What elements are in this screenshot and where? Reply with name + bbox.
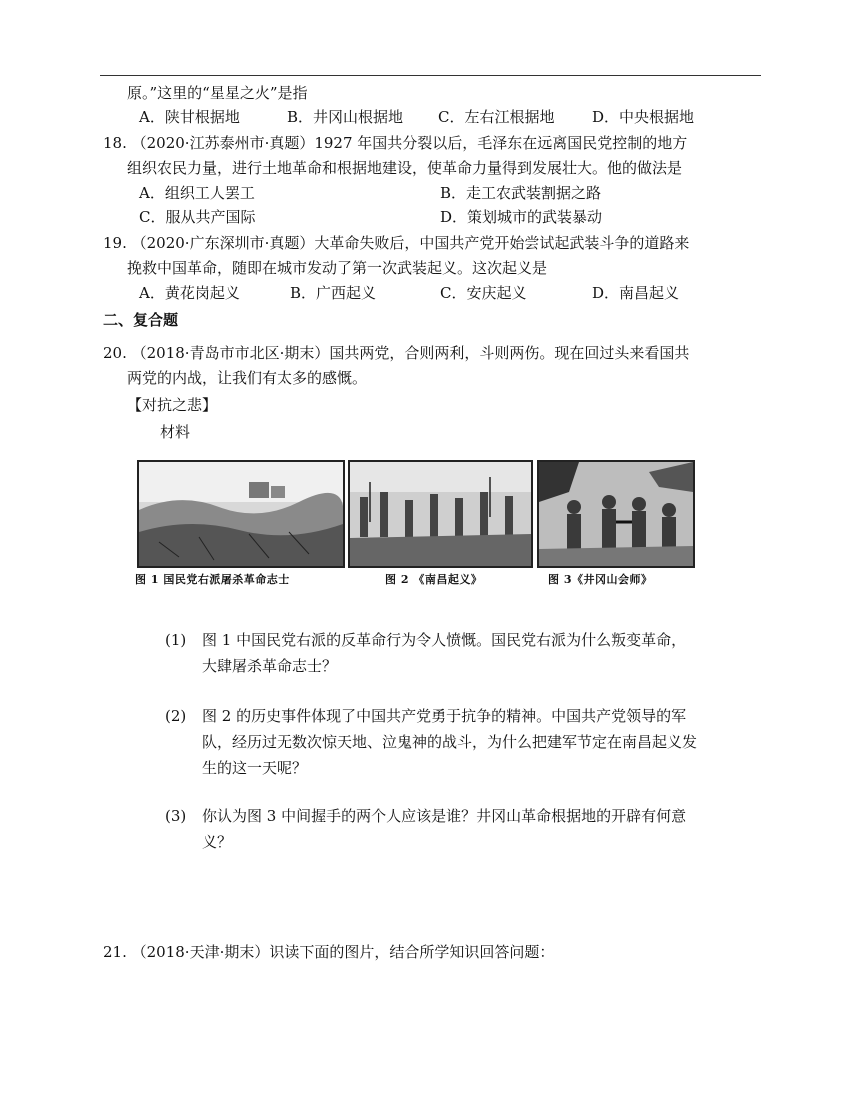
figure-2-caption: 图 2 《南昌起义》	[385, 573, 483, 586]
sub-text-line2: 大肆屠杀革命志士？	[202, 657, 338, 675]
sub-number: (1)	[165, 631, 187, 649]
figure-1-image	[137, 460, 345, 568]
q21-stem-line1: 21. （2018·天津·期末）识读下面的图片，结合所学知识回答问题：	[103, 943, 555, 961]
q19-option-b: B．广西起义	[290, 284, 377, 302]
q18-option-d: D．策划城市的武装暴动	[440, 208, 603, 226]
q20-stem-line2: 两党的内战，让我们有太多的感慨。	[127, 369, 368, 387]
figure-3-caption: 图 3《井冈山会师》	[548, 573, 653, 586]
q19-stem-line1: 19. （2020·广东深圳市·真题）大革命失败后，中国共产党开始尝试起武装斗争的道路来	[103, 234, 690, 252]
q18-option-a: A．组织工人罢工	[139, 184, 255, 202]
figure-1-caption: 图 1 国民党右派屠杀革命志士	[135, 573, 290, 586]
q18-option-c: C．服从共产国际	[139, 208, 256, 226]
q18-stem-line1: 18. （2020·江苏泰州市·真题）1927 年国共分裂以后，毛泽东在远离国民党控制的地方	[103, 134, 688, 152]
q17-option-b: B．井冈山根据地	[287, 108, 404, 126]
header-rule	[100, 75, 761, 76]
sub-number: (3)	[165, 807, 187, 825]
q19-option-d: D．南昌起义	[592, 284, 680, 302]
q20-heading: 【对抗之悲】	[127, 396, 218, 414]
q20-material-label: 材料	[160, 423, 191, 441]
q18-stem-line2: 组织农民力量，进行土地革命和根据地建设，使革命力量得到发展壮大。他的做法是	[127, 159, 683, 177]
q19-stem-line2: 挽救中国革命，随即在城市发动了第一次武装起义。这次起义是	[127, 259, 548, 277]
q17-continuation: 原。”这里的“星星之火”是指	[127, 84, 308, 102]
sub-text-line1: 你认为图 3 中间握手的两个人应该是谁？井冈山革命根据地的开辟有何意	[202, 807, 687, 825]
section-title: 二、复合题	[103, 311, 179, 329]
q17-option-c: C．左右江根据地	[438, 108, 555, 126]
q20-sub-2	[165, 703, 765, 783]
sub-text-line1: 图 2 的历史事件体现了中国共产党勇于抗争的精神。中国共产党领导的军	[202, 707, 687, 725]
q17-option-d: D．中央根据地	[592, 108, 695, 126]
sub-text-line3: 生的这一天呢？	[202, 759, 308, 777]
q19-option-c: C．安庆起义	[440, 284, 527, 302]
sub-number: (2)	[165, 707, 187, 725]
q20-stem-line1: 20. （2018·青岛市市北区·期末）国共两党，合则两利，斗则两伤。现在回过头来看国共	[103, 344, 690, 362]
figure-2-image	[348, 460, 533, 568]
sub-text-line1: 图 1 中国民党右派的反革命行为令人愤慨。国民党右派为什么叛变革命，	[202, 631, 687, 649]
material-figures	[135, 460, 695, 592]
q20-sub-3	[165, 803, 765, 859]
q17-option-a: A．陕甘根据地	[139, 108, 240, 126]
q20-sub-1	[165, 627, 765, 683]
figure-3-image	[537, 460, 695, 568]
sub-text-line2: 队，经历过无数次惊天地、泣鬼神的战斗，为什么把建军节定在南昌起义发	[202, 733, 698, 751]
sub-text-line2: 义？	[202, 833, 233, 851]
q19-option-a: A．黄花岗起义	[139, 284, 240, 302]
q18-option-b: B．走工农武装割据之路	[440, 184, 602, 202]
